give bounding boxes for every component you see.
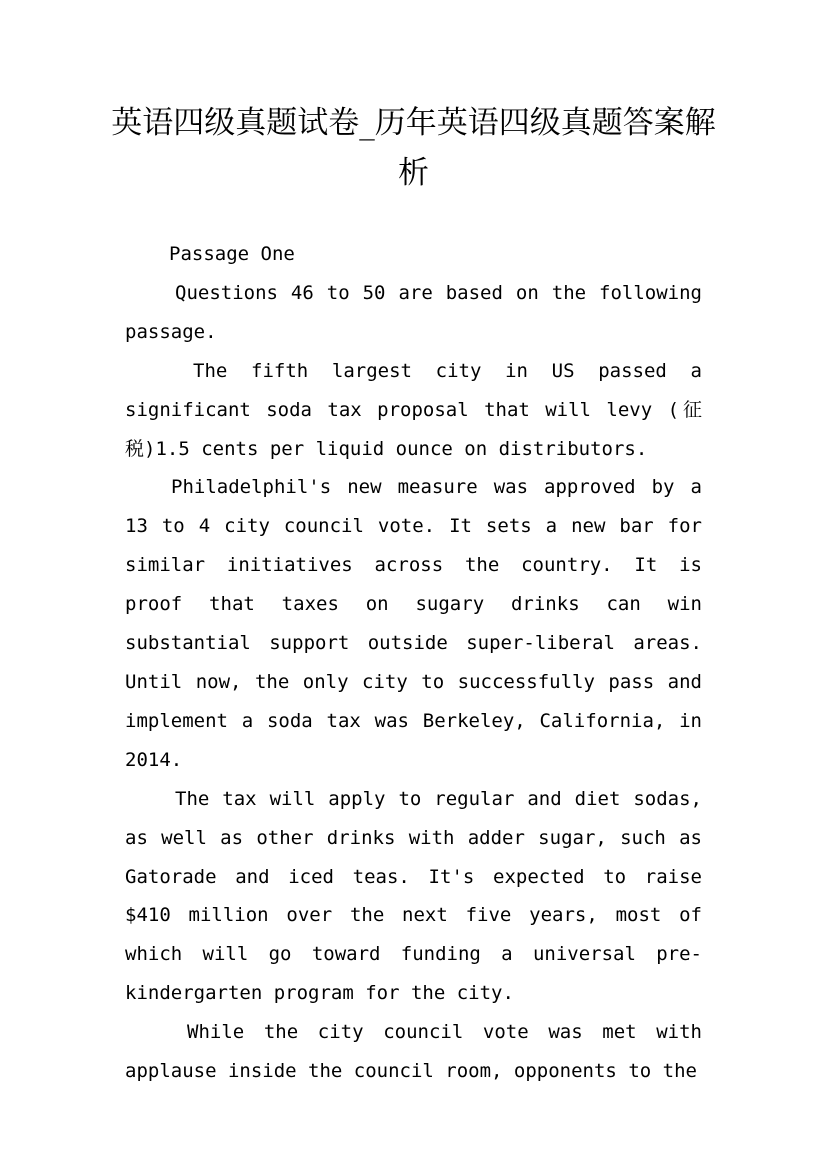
- paragraph-3: The tax will apply to regular and diet sodas, as well as other drinks with adder sugar, such as Gatorade and iced teas. It's expected to raise $410 million over the next five years, most of which will go toward funding a universal pre-kindergarten program for the city.: [125, 787, 702, 1005]
- document-body: [125, 235, 702, 1091]
- questions-instruction: Questions 46 to 50 are based on the following passage.: [125, 281, 702, 343]
- paragraph-1: The fifth largest city in US passed a significant soda tax proposal that will levy (征税)1.5 cents per liquid ounce on distributors.: [125, 359, 702, 460]
- paragraph-4: While the city council vote was met with applause inside the council room, opponents to the: [125, 1021, 702, 1083]
- document-title: 英语四级真题试卷_历年英语四级真题答案解析: [111, 105, 716, 191]
- paragraph-2: Philadelphil's new measure was approved by a 13 to 4 city council vote. It sets a new bar for similar initiatives across the country. It is proof that taxes on sugary drinks can win substantial support outside super-liberal areas. Until now, the only city to successfully pass and implement a soda tax was Berkeley, California, in 2014.: [125, 476, 702, 771]
- passage-heading: Passage One: [169, 243, 295, 265]
